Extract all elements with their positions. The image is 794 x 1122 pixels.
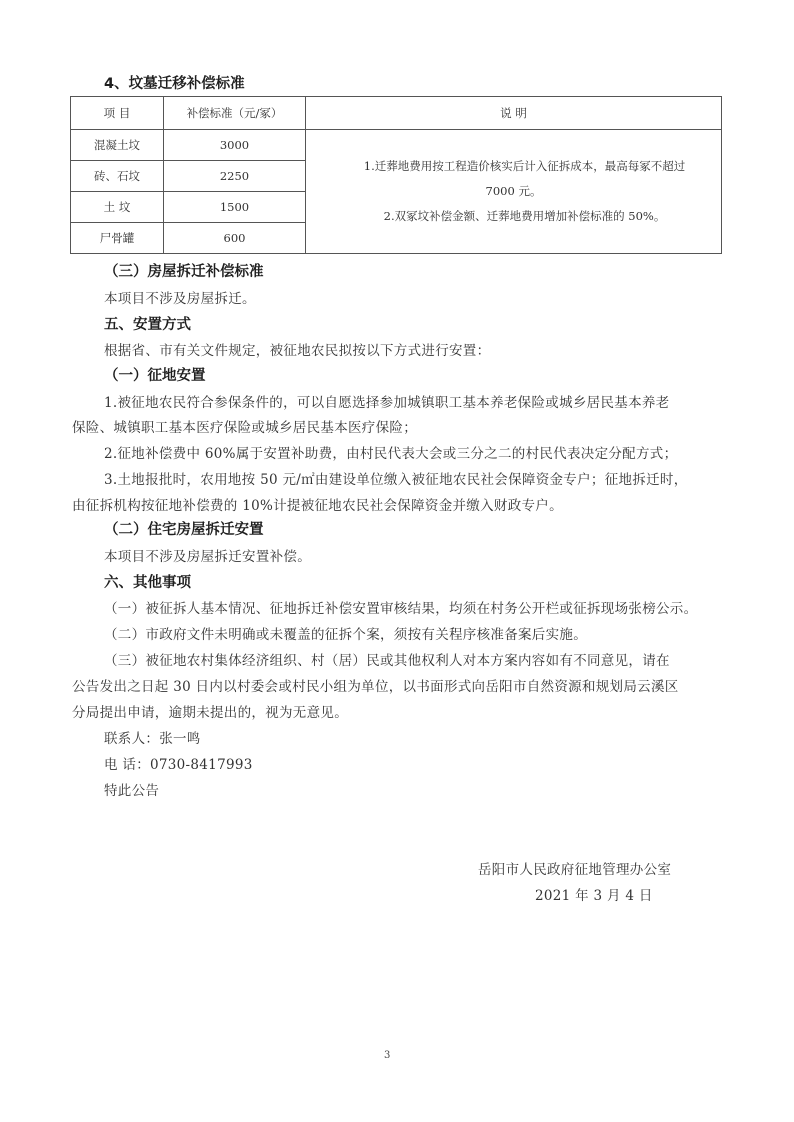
other-item3-line2: 公告发出之日起 30 日内以村委会或村民小组为单位，以书面形式向岳阳市自然资源和规划局云溪区 (72, 679, 679, 695)
note-line: 7000 元。 (485, 184, 542, 198)
contact-person: 联系人：张一鸣 (104, 731, 201, 747)
item3-line2: 由征拆机构按征地补偿费的 10%计提被征地农民社会保障资金并缴入财政专户。 (72, 498, 563, 514)
header-item: 项 目 (71, 97, 164, 130)
other-item1: （一）被征拆人基本情况、征地拆迁补偿安置审核结果，均须在村务公开栏或征拆现场张榜公示。 (104, 601, 698, 617)
row-standard: 2250 (164, 161, 306, 192)
other-item3-line1: （三）被征地农村集体经济组织、村（居）民或其他权利人对本方案内容如有不同意见，请在 (104, 653, 670, 669)
item2: 2.征地补偿费中 60%属于安置补助费，由村民代表大会或三分之二的村民代表决定分配方式； (104, 446, 678, 462)
section4-title: 4、坟墓迁移补偿标准 (104, 76, 245, 92)
grave-compensation-table (70, 96, 722, 254)
table-header-row (71, 97, 722, 130)
section5-intro: 根据省、市有关文件规定，被征地农民拟按以下方式进行安置： (104, 343, 491, 359)
row-standard: 1500 (164, 192, 306, 223)
other-item2: （二）市政府文件未明确或未覆盖的征拆个案，须按有关程序核准备案后实施。 (104, 627, 587, 643)
row-item: 土 坟 (71, 192, 164, 223)
note-line: 1.迁葬地费用按工程造价核实后计入征拆成本，最高每冢不超过 (363, 159, 686, 173)
row-item: 混凝土坟 (71, 130, 164, 161)
contact-phone: 电 话：0730-8417993 (104, 757, 253, 773)
house-section-title: （三）房屋拆迁补偿标准 (104, 264, 264, 280)
item1-line1: 1.被征地农民符合参保条件的，可以自愿选择参加城镇职工基本养老保险或城乡居民基本养老 (104, 395, 670, 411)
header-note: 说 明 (306, 97, 722, 130)
row-standard: 600 (164, 223, 306, 254)
row-standard: 3000 (164, 130, 306, 161)
note-line: 2.双冢坟补偿金额、迁葬地费用增加补偿标准的 50%。 (383, 209, 666, 223)
row-item: 砖、石坟 (71, 161, 164, 192)
housing-resettlement-title: （二）住宅房屋拆迁安置 (104, 522, 264, 538)
row-item: 尸骨罐 (71, 223, 164, 254)
item3-line1: 3.土地报批时，农用地按 50 元/㎡由建设单位缴入被征地农民社会保障资金专户；征地拆迁时， (104, 472, 688, 488)
section6-title: 六、其他事项 (104, 575, 191, 591)
header-standard: 补偿标准（元/冢） (164, 97, 306, 130)
table-note-cell (306, 130, 722, 254)
issue-date: 2021 年 3 月 4 日 (535, 888, 653, 904)
section5-title: 五、安置方式 (104, 317, 191, 333)
table-row (71, 130, 722, 161)
item1-line2: 保险、城镇职工基本医疗保险或城乡居民基本医疗保险； (72, 420, 417, 436)
housing-resettlement-text: 本项目不涉及房屋拆迁安置补偿。 (104, 549, 311, 565)
page-number: 3 (384, 1050, 391, 1061)
closing-text: 特此公告 (104, 783, 160, 799)
other-item3-line3: 分局提出申请，逾期未提出的，视为无意见。 (72, 705, 348, 721)
land-resettlement-title: （一）征地安置 (104, 368, 206, 384)
issuing-organization: 岳阳市人民政府征地管理办公室 (478, 862, 672, 878)
house-section-text: 本项目不涉及房屋拆迁。 (104, 291, 256, 307)
